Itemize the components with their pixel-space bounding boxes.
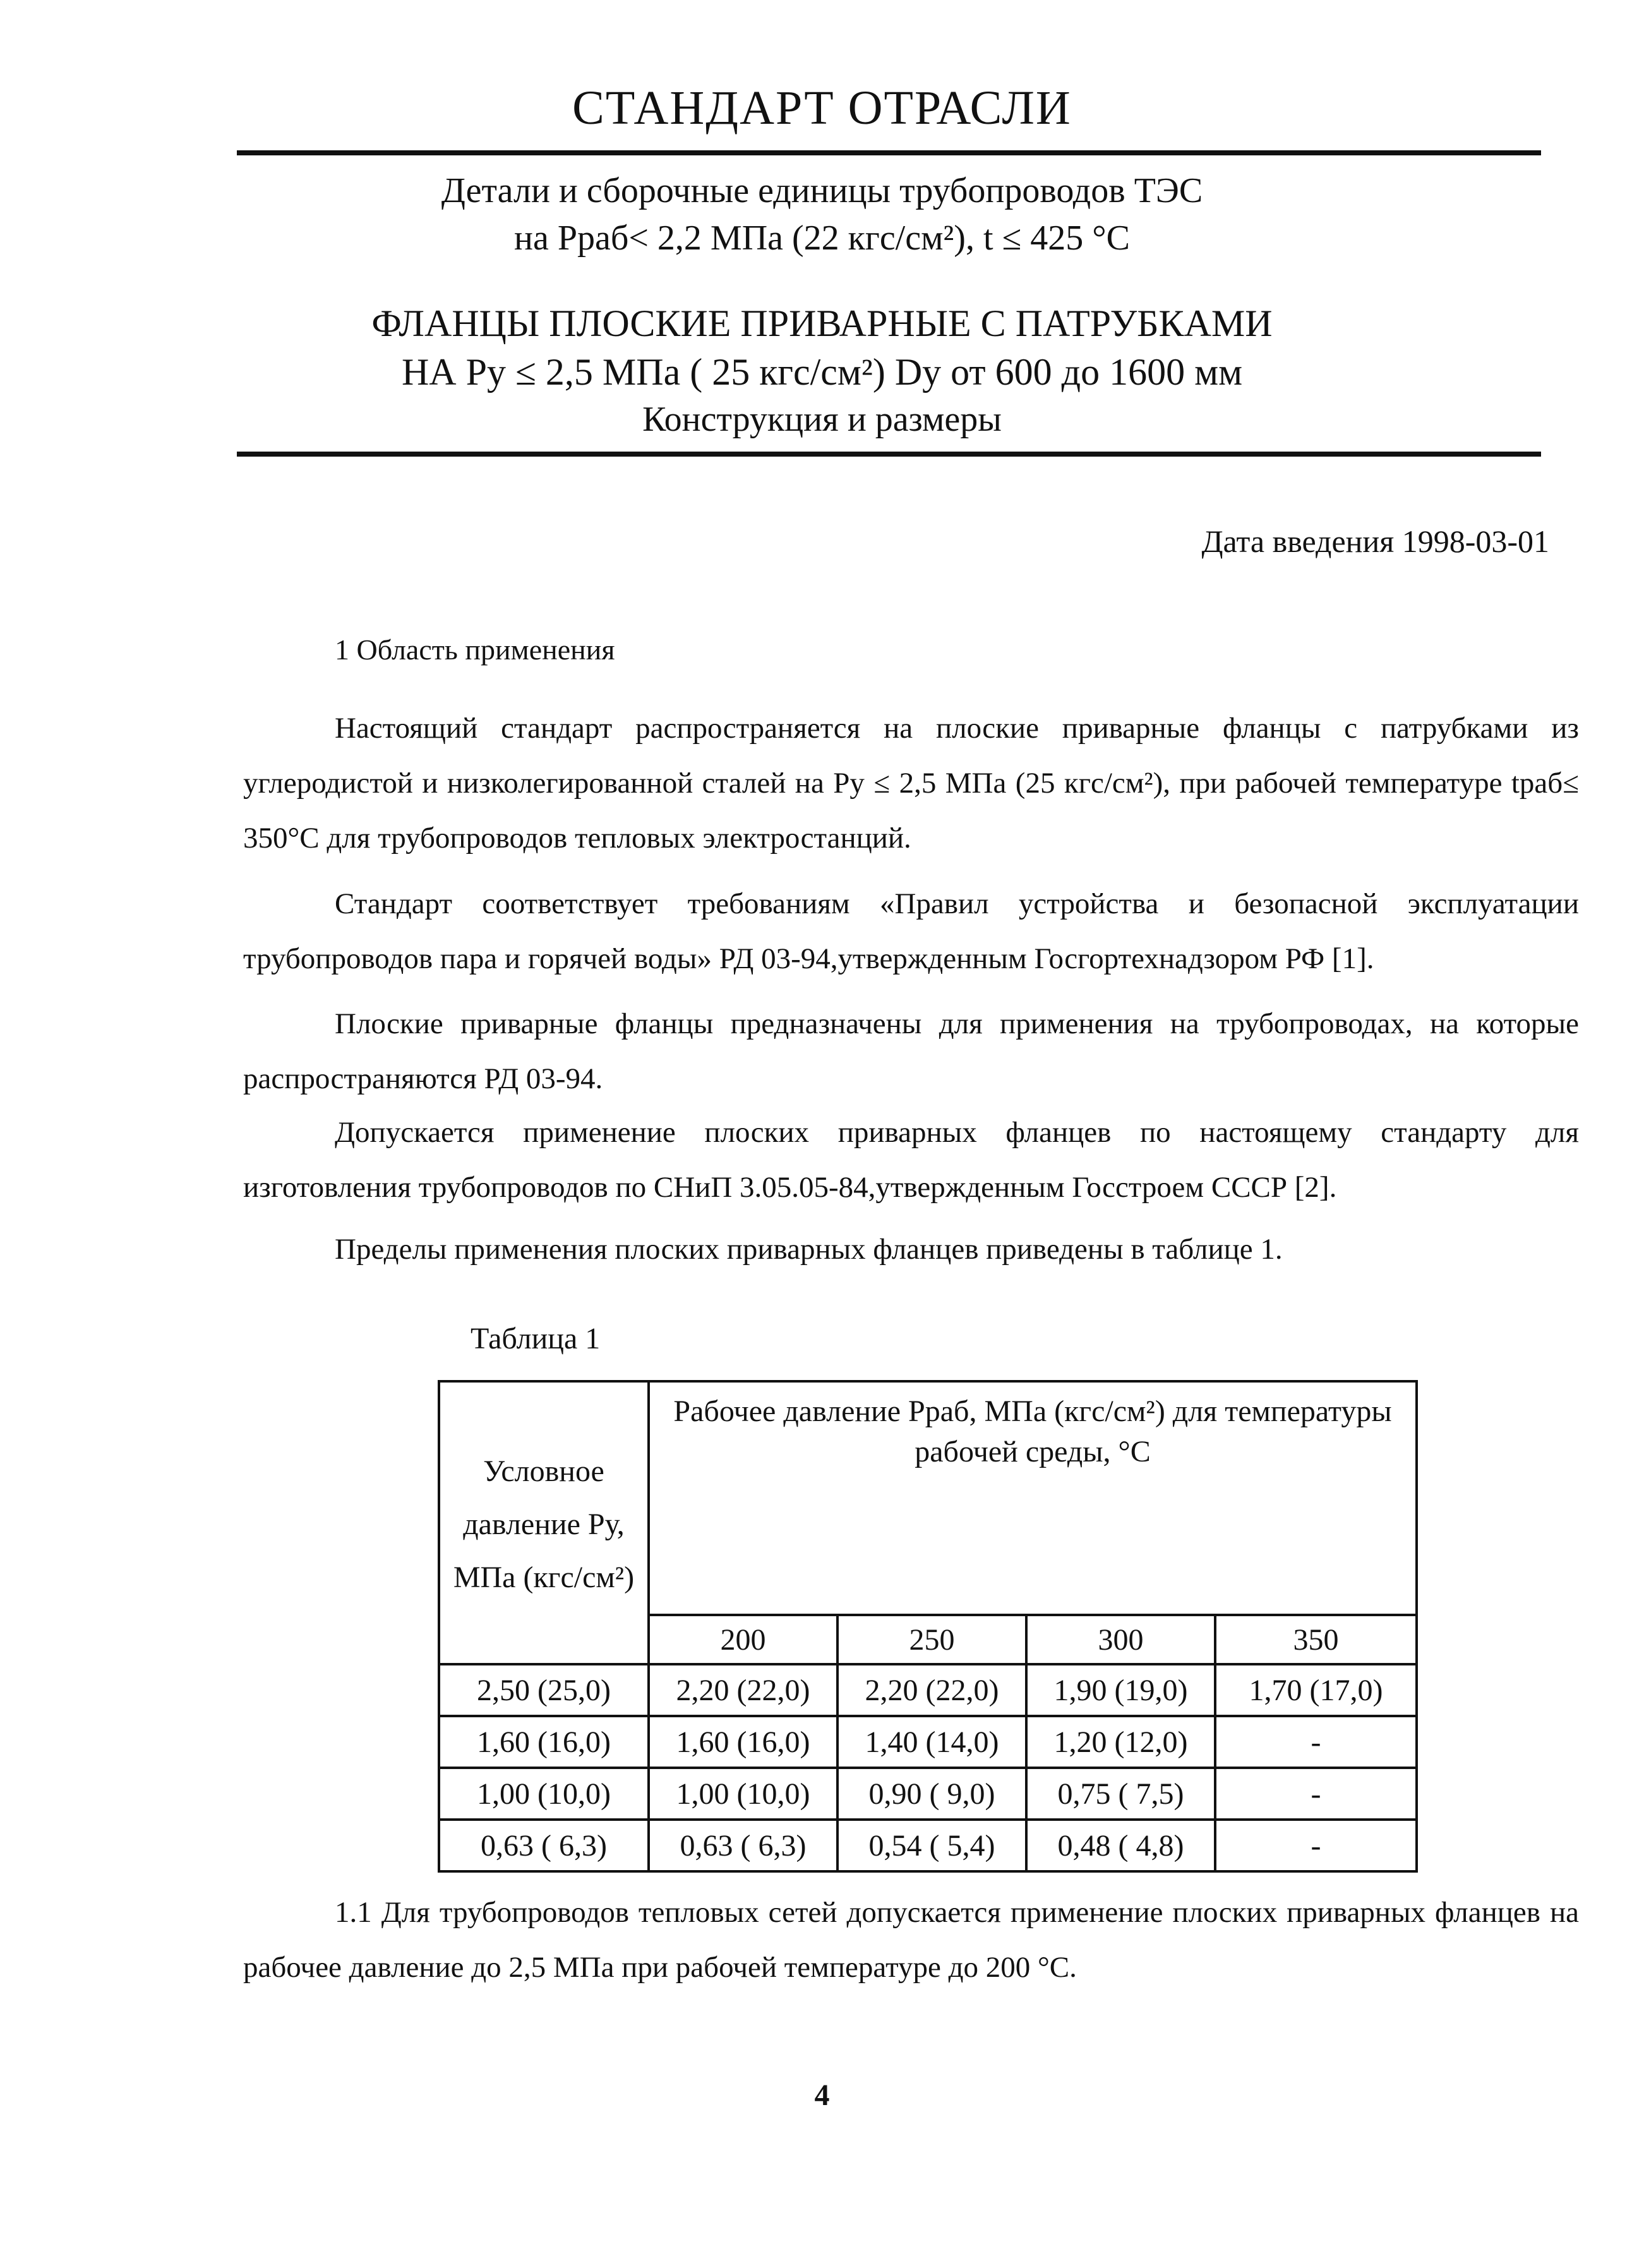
table-cell: 0,63 ( 6,3): [649, 1820, 837, 1871]
table-caption: Таблица 1: [471, 1322, 601, 1355]
table-cell: 1,00 (10,0): [439, 1768, 649, 1820]
subtitle-line-2: на Рраб< 2,2 МПа (22 кгс/см²), t ≤ 425 °С: [514, 219, 1130, 258]
table-cell: 0,48 ( 4,8): [1026, 1820, 1215, 1871]
title-rule: [237, 150, 1541, 155]
table-cell: -: [1215, 1768, 1417, 1820]
heading-line-2: НА Ру ≤ 2,5 МПа ( 25 кгс/см²) Dу от 600 до 1600 мм: [401, 351, 1243, 393]
paragraph-snip: Допускается применение плоских приварных фланцев по настоящему стандарту для изготовления трубопроводов по СНиП 3.05.05-84,утвержденным Госстроем СССР [2].: [243, 1116, 1579, 1204]
document-title: СТАНДАРТ ОТРАСЛИ: [572, 81, 1072, 135]
table-cell: 2,20 (22,0): [837, 1664, 1026, 1716]
table-row: [439, 1716, 1417, 1768]
pressure-table: [438, 1380, 1418, 1873]
note-paragraph: 1.1 Для трубопроводов тепловых сетей допускается применение плоских приварных фланцев на рабочее давление до 2,5 МПа при рабочей температуре до 200 °С.: [243, 1896, 1579, 1984]
temp-header-350: 350: [1215, 1615, 1417, 1664]
heading-line-1: ФЛАНЦЫ ПЛОСКИЕ ПРИВАРНЫЕ С ПАТРУБКАМИ: [371, 303, 1273, 344]
table-cell: 1,70 (17,0): [1215, 1664, 1417, 1716]
subtitle-line-1: Детали и сборочные единицы трубопроводов ТЭС: [441, 171, 1203, 210]
table-cell: 1,90 (19,0): [1026, 1664, 1215, 1716]
table-cell: 0,75 ( 7,5): [1026, 1768, 1215, 1820]
table-cell: 0,54 ( 5,4): [837, 1820, 1026, 1871]
header-nominal-pressure: Условное давление Ру, МПа (кгс/см²): [439, 1381, 649, 1664]
table-cell: 0,63 ( 6,3): [439, 1820, 649, 1871]
table-row: [439, 1820, 1417, 1871]
section-title: 1 Область применения: [335, 633, 615, 666]
table-cell: 1,00 (10,0): [649, 1768, 837, 1820]
table-cell: 1,20 (12,0): [1026, 1716, 1215, 1768]
heading-line-3: Конструкция и размеры: [642, 400, 1002, 439]
temp-header-300: 300: [1026, 1615, 1215, 1664]
paragraph-limits: Пределы применения плоских приварных фланцев приведены в таблице 1.: [335, 1233, 1283, 1266]
table-cell: 2,20 (22,0): [649, 1664, 837, 1716]
introduction-date: Дата введения 1998-03-01: [1201, 524, 1549, 559]
table-cell: 2,50 (25,0): [439, 1664, 649, 1716]
temp-header-200: 200: [649, 1615, 837, 1664]
table-cell: 0,90 ( 9,0): [837, 1768, 1026, 1820]
table-cell: 1,60 (16,0): [439, 1716, 649, 1768]
page-number: 4: [814, 2079, 830, 2112]
table-row: [439, 1768, 1417, 1820]
paragraph-scope: Настоящий стандарт распространяется на плоские приварные фланцы с патрубками из углеродистой и низколегированной сталей на Ру ≤ 2,5 МПа (25 кгс/см²), при рабочей температуре tраб≤ 350°С для трубопроводов тепловых электростанций.: [243, 712, 1579, 855]
table-cell: -: [1215, 1820, 1417, 1871]
heading-rule: [237, 452, 1541, 457]
paragraph-purpose: Плоские приварные фланцы предназначены для применения на трубопроводах, на которые распространяются РД 03-94.: [243, 1007, 1579, 1095]
table-cell: 1,60 (16,0): [649, 1716, 837, 1768]
table-cell: 1,40 (14,0): [837, 1716, 1026, 1768]
table-row: [439, 1664, 1417, 1716]
paragraph-rules: Стандарт соответствует требованиям «Правил устройства и безопасной эксплуатации трубопроводов пара и горячей воды» РД 03-94,утвержденным Госгортехнадзором РФ [1].: [243, 887, 1579, 975]
temp-header-250: 250: [837, 1615, 1026, 1664]
header-working-pressure: Рабочее давление Рраб, МПа (кгс/см²) для температуры рабочей среды, °С: [649, 1381, 1417, 1615]
table-cell: -: [1215, 1716, 1417, 1768]
